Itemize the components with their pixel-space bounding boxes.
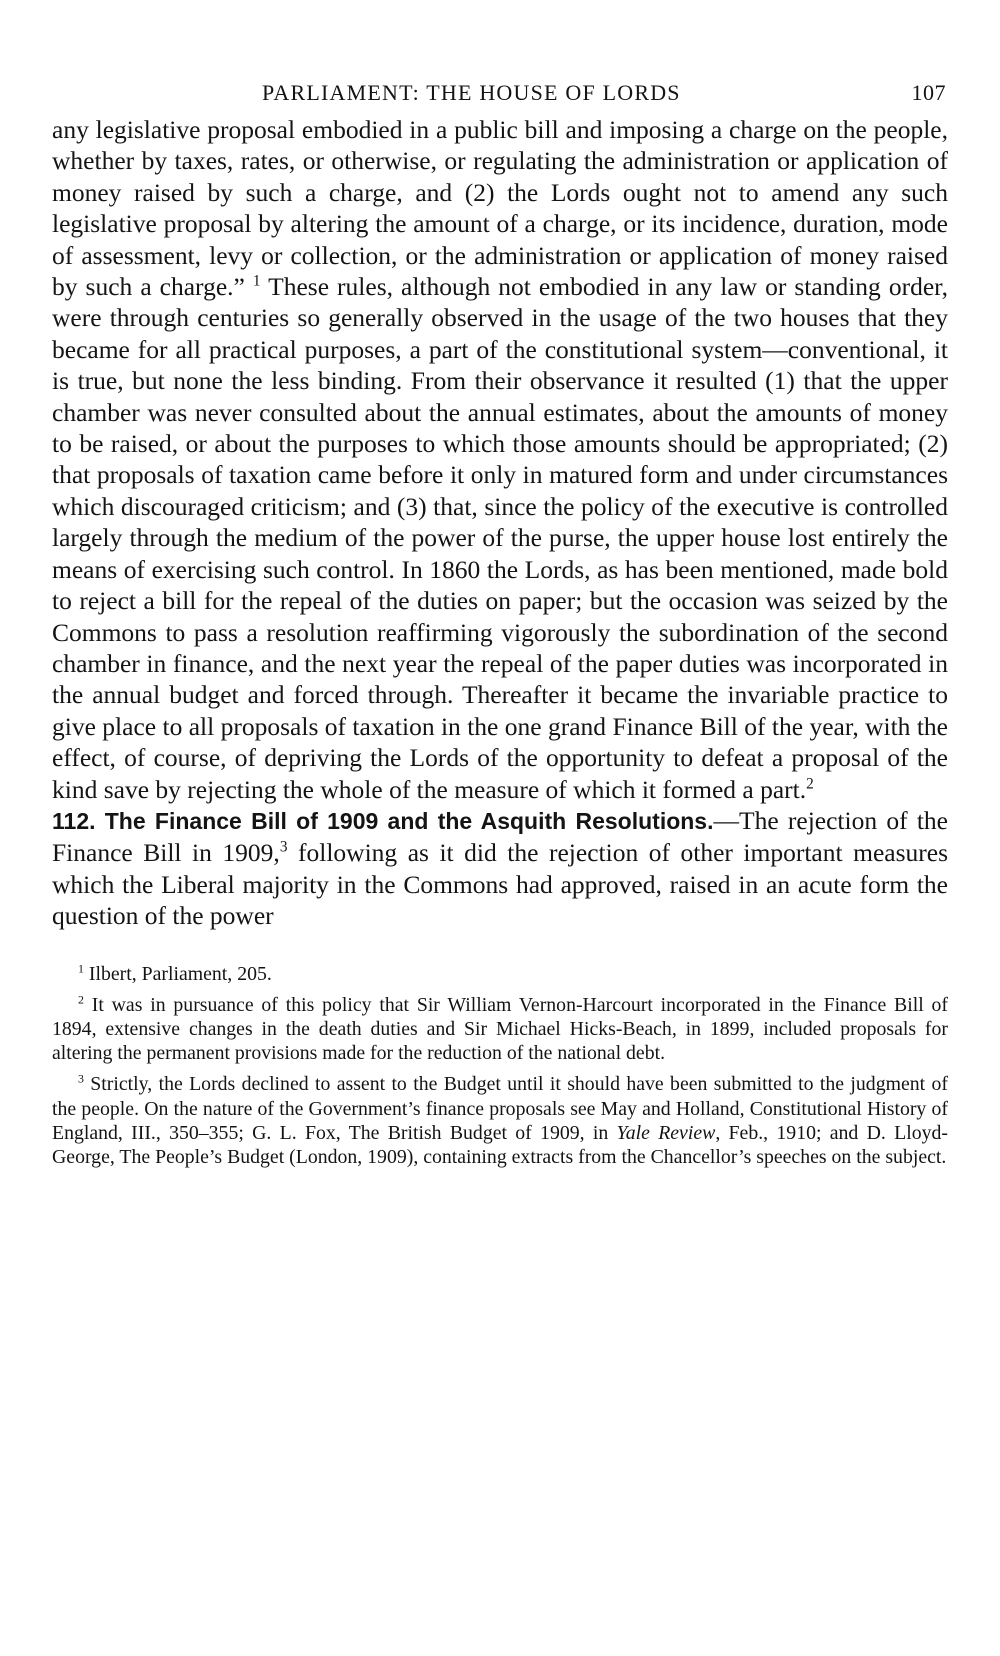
- footnote-reference: 1: [252, 272, 261, 290]
- footnote-text: , Feb., 1910; and D. Lloyd-George, The People’s Budget (London, 1909), containing extracts from the Chancellor’s speeches on the subject.: [52, 1121, 948, 1168]
- footnote-text: Strictly, the Lords declined to assent to the Budget until it should have been submitted to the judgment of the people. On the nature of the Government’s finance proposals see May and Holland, Constitutional History of England, III., 350–355; G. L. Fox, The British Budget of 1909, in: [52, 1073, 948, 1144]
- paragraph-text: —The rejection of the Finance Bill in 1909,: [52, 805, 948, 868]
- footnote: [52, 1072, 948, 1169]
- footnote: [52, 962, 948, 986]
- footnote-text: It was in pursuance of this policy that Sir William Vernon-Harcourt incorporated in the Finance Bill of 1894, extensive changes in the death duties and Sir Michael Hicks-Beach, in 1899, included proposals for altering the permanent provisions made for the reduction of the national debt.: [52, 993, 948, 1065]
- running-title: PARLIAMENT: THE HOUSE OF LORDS: [262, 80, 681, 105]
- paragraph-text: following as it did the rejection of other important measures which the Liberal majority in the Commons had approved, raised in an acute form the question of the power: [52, 838, 948, 931]
- section-paragraph: [52, 805, 948, 932]
- footnote-marker: 3: [78, 1071, 84, 1086]
- footnote-marker: 1: [78, 960, 84, 975]
- footnotes: [52, 962, 948, 1170]
- body-paragraph: [52, 114, 948, 805]
- page-number: 107: [911, 80, 946, 105]
- footnote: [52, 993, 948, 1066]
- footnote-text: Ilbert, Parliament, 205.: [83, 962, 272, 985]
- paragraph-text: any legislative proposal embodied in a public bill and imposing a charge on the people, whether by taxes, rates, or otherwise, or regulating the administration or application of money raised by such a charge, and (2) the Lords ought not to amend any such legislative proposal by altering the amount of a charge, or its incidence, duration, mode of assessment, levy or collection, or the administration or application of money raised by such a charge.”: [52, 115, 948, 302]
- footnote-reference: 3: [279, 838, 288, 856]
- footnote-reference: 2: [806, 775, 814, 793]
- journal-title: Yale Review: [616, 1121, 716, 1144]
- running-head: [52, 70, 948, 110]
- main-text: [52, 114, 948, 932]
- section-heading: 112. The Finance Bill of 1909 and the Asquith Resolutions.: [52, 807, 714, 834]
- paragraph-text: These rules, although not embodied in any law or standing order, were through centuries so generally observed in the usage of the two houses that they became for all practical purposes, a part of the constitutional system—conventional, it is true, but none the less binding. From their observance it resulted (1) that the upper chamber was never consulted about the annual estimates, about the amounts of money to be raised, or about the purposes to which those amounts should be appropriated; (2) that proposals of taxation came before it only in matured form and under circumstances which discouraged criticism; and (3) that, since the policy of the executive is controlled largely through the medium of the power of the purse, the upper house lost entirely the means of exercising such control. In 1860 the Lords, as has been mentioned, made bold to reject a bill for the repeal of the duties on paper; but the occasion was seized by the Commons to pass a resolution reaffirming vigorously the subordination of the second chamber in finance, and the next year the repeal of the paper duties was incorporated in the annual budget and forced through. Thereafter it became the invariable practice to give place to all proposals of taxation in the one grand Finance Bill of the year, with the effect, of course, of depriving the Lords of the opportunity to defeat a proposal of the kind save by rejecting the whole of the measure of which it formed a part.: [52, 272, 948, 804]
- book-page: [52, 70, 948, 1176]
- footnote-marker: 2: [78, 992, 84, 1007]
